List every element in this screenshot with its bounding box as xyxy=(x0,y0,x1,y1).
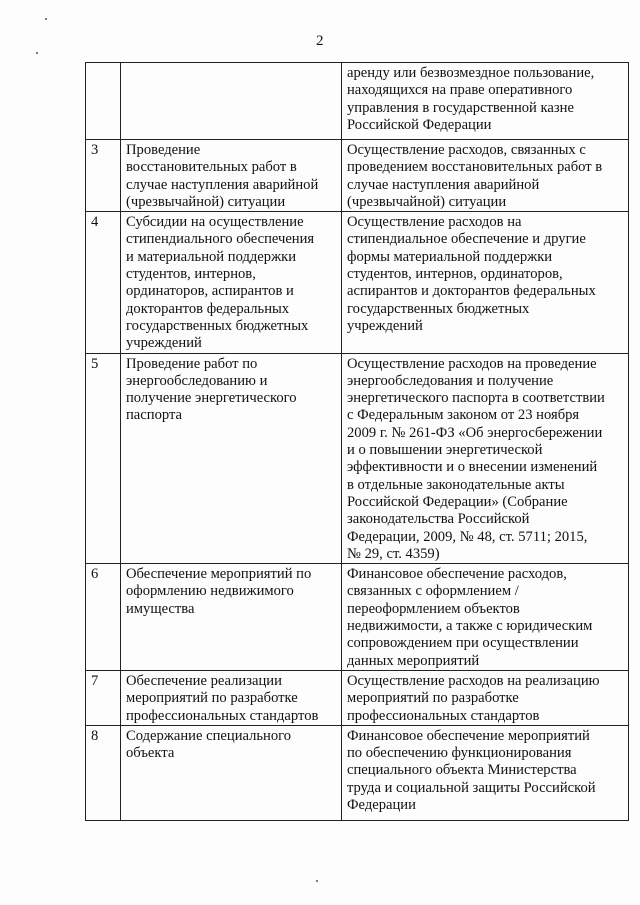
table-row xyxy=(86,725,629,820)
expense-description: Осуществление расходов на реализацию мероприятий по разработке профессиональных стандартов xyxy=(342,670,629,725)
expense-description: Финансовое обеспечение расходов, связанных с оформлением / переоформлением объектов недвижимости, а также с юридическим сопровождением при осуществлении данных мероприятий xyxy=(342,564,629,671)
expense-description: Осуществление расходов на проведение энергообследования и получение энергетического паспорта в соответствии с Федеральным законом от 23 ноября 2009 г. № 261-ФЗ «Об энергосбережении и о повышении энергетической эффективности и о внесении изменений в отдельные законодательные акты Российской Федерации» (Собрание законодательства Российской Федерации, 2009, № 48, ст. 5711; 2015, № 29, ст. 4359) xyxy=(342,353,629,564)
table-row xyxy=(86,670,629,725)
table-row xyxy=(86,140,629,212)
row-number: 8 xyxy=(86,725,121,820)
table-row xyxy=(86,564,629,671)
scan-speck xyxy=(316,880,318,882)
expense-description: Финансовое обеспечение мероприятий по обеспечению функционирования специального объекта Министерства труда и социальной защиты Российской Федерации xyxy=(342,725,629,820)
table-row xyxy=(86,212,629,353)
scan-speck xyxy=(36,52,38,54)
expense-description: Осуществление расходов на стипендиальное обеспечение и другие формы материальной поддержки студентов, интернов, ординаторов, аспирантов и докторантов федеральных государственных бюджетных учреждений xyxy=(342,212,629,353)
expense-name: Обеспечение мероприятий по оформлению недвижимого имущества xyxy=(121,564,342,671)
row-number: 5 xyxy=(86,353,121,564)
expense-name: Субсидии на осуществление стипендиального обеспечения и материальной поддержки студентов, интернов, ординаторов, аспирантов и докторантов федеральных государственных бюджетных учреждений xyxy=(121,212,342,353)
table-row xyxy=(86,353,629,564)
row-number xyxy=(86,63,121,140)
row-number: 6 xyxy=(86,564,121,671)
scan-speck xyxy=(45,18,47,20)
table-row xyxy=(86,63,629,140)
row-number: 3 xyxy=(86,140,121,212)
expense-description: аренду или безвозмездное пользование, находящихся на праве оперативного управления в государственной казне Российской Федерации xyxy=(342,63,629,140)
expense-name: Проведение работ по энергообследованию и получение энергетического паспорта xyxy=(121,353,342,564)
expense-name xyxy=(121,63,342,140)
expense-name: Содержание специального объекта xyxy=(121,725,342,820)
expense-types-table xyxy=(85,62,629,821)
expense-name: Проведение восстановительных работ в случае наступления аварийной (чрезвычайной) ситуации xyxy=(121,140,342,212)
expense-name: Обеспечение реализации мероприятий по разработке профессиональных стандартов xyxy=(121,670,342,725)
page-number: 2 xyxy=(316,33,324,49)
expense-description: Осуществление расходов, связанных с проведением восстановительных работ в случае наступления аварийной (чрезвычайной) ситуации xyxy=(342,140,629,212)
row-number: 4 xyxy=(86,212,121,353)
row-number: 7 xyxy=(86,670,121,725)
